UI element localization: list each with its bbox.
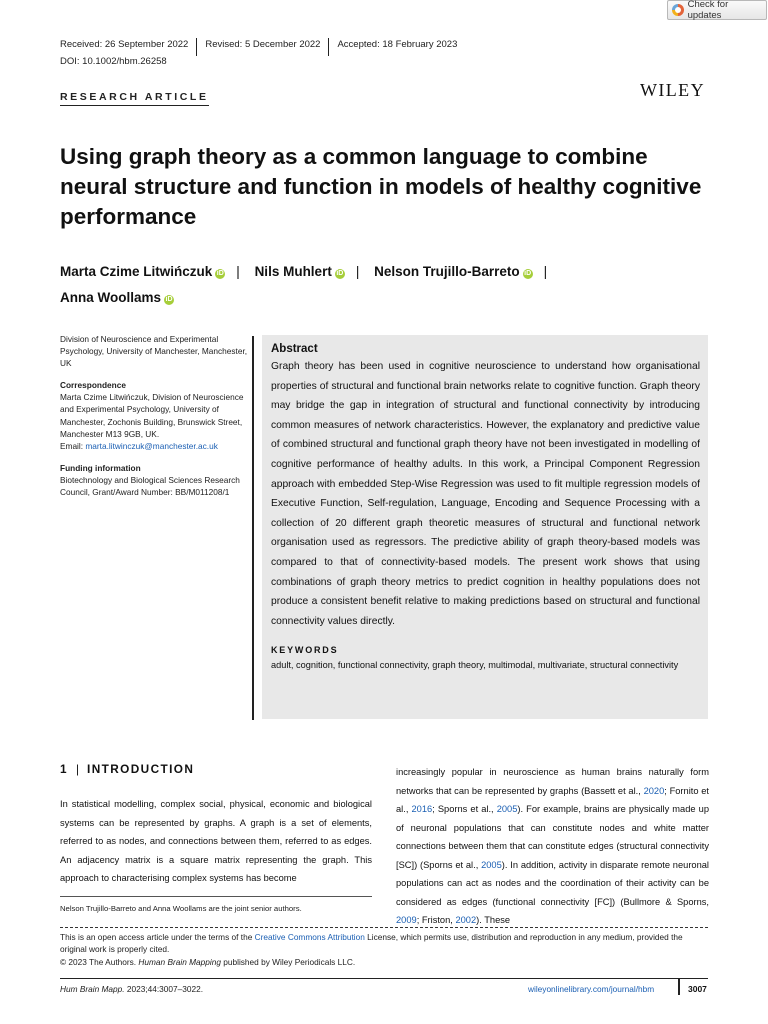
affiliation: Division of Neuroscience and Experimental Psychology, University of Manchester, Manchester, UK [60,334,248,369]
author-list [60,259,740,311]
author-separator: | [543,264,548,279]
article-dates [60,38,465,56]
orcid-icon[interactable]: iD [524,270,532,277]
author-separator: | [355,264,360,279]
author-name[interactable]: Marta Czime Litwińczuk [60,264,213,279]
section-title: INTRODUCTION [87,762,195,776]
keywords-heading: KEYWORDS [271,645,339,656]
author-name[interactable]: Nelson Trujillo-Barreto [374,264,520,279]
article-type: RESEARCH ARTICLE [60,91,209,106]
body-text: ; Sporns et al., [432,804,497,814]
body-text: ). In addition, activity in disparate remote neuronal populations can act as nodes and the coordination of their activity can be considered as edges (functional connectivity [FC]) (Bullmore & Sporns, [396,859,709,907]
abstract-box [262,335,708,719]
section-number: 1 [60,762,68,776]
correspondence-heading: Correspondence [60,380,126,391]
body-column-right [396,763,709,930]
check-for-updates-button[interactable] [667,0,767,20]
journal-abbreviation: Hum Brain Mapp. [60,984,125,994]
article-title: Using graph theory as a common language to combine neural structure and function in models of healthy cognitive performance [60,144,702,229]
body-text: increasingly popular in neuroscience as human brains naturally form networks that can be represented by graphs (Bassett et al., [396,767,709,796]
body-text: ). For example, brains are physically made up of neuronal populations that can constitute nodes and white matter connections between them that can constitute edges (structural connectivity [SC]) (Sporns et al., [396,804,709,870]
citation-link[interactable]: 2020 [643,785,665,796]
column-divider [252,336,254,720]
footnote-rule [60,896,372,897]
body-text: ; Fornito et al., [396,785,709,814]
publisher-logo: WILEY [640,80,705,100]
citation-link[interactable]: 2005 [481,859,502,870]
journal-name: Human Brain Mapping [138,956,221,967]
license-line: License, which permits use, distribution and reproduction in any medium, provided the original work is properly cited. [60,932,683,955]
crossmark-icon [672,4,684,16]
email-link[interactable]: marta.litwinczuk@manchester.ac.uk [85,440,218,451]
journal-url-link[interactable]: wileyonlinelibrary.com/journal/hbm [528,984,655,994]
citation-link[interactable]: 2016 [411,804,433,814]
page-number: 3007 [688,984,707,994]
footnote: Nelson Trujillo-Barreto and Anna Woollams are the joint senior authors. [60,904,302,913]
orcid-icon[interactable]: iD [336,270,344,277]
section-heading [60,762,194,776]
footer-rule [60,978,708,979]
citation-link[interactable]: 2002 [455,915,477,925]
license-line: This is an open access article under the terms of the [60,932,255,942]
section-separator: | [75,762,80,776]
license-text [60,931,708,968]
funding-heading: Funding information [60,462,141,473]
license-link[interactable]: Creative Commons Attribution [254,932,365,942]
revised-date: Revised: 5 December 2022 [197,38,329,56]
footer-divider [678,979,680,995]
abstract-heading: Abstract [271,343,318,355]
author-name[interactable]: Nils Muhlert [254,264,332,279]
body-column-left: In statistical modelling, complex social, physical, economic and biological systems can be represented by graphs. A graph is a set of elements, referred to as nodes, and connections between them, referred to as edges. An adjacency matrix is a square matrix representing the graph. This approach to characterising complex systems has become [60,799,372,883]
copyright-line: © 2023 The Authors. [60,956,139,967]
citation-link[interactable]: 2005 [496,804,518,814]
body-text: ). These [476,915,511,925]
doi: DOI: 10.1002/hbm.26258 [60,56,167,67]
accepted-date: Accepted: 18 February 2023 [337,39,458,50]
received-date: Received: 26 September 2022 [60,38,197,56]
citation-text: 2023;44:3007–3022. [124,984,203,994]
email-label: Email: [60,440,84,451]
body-text: ; Friston, [416,915,456,925]
author-name[interactable]: Anna Woollams [60,290,162,305]
check-for-updates-label: Check for updates [687,0,729,21]
orcid-icon[interactable]: iD [165,296,173,303]
citation-link[interactable]: 2009 [396,915,417,925]
author-info-column [60,333,250,498]
author-separator: | [236,264,240,279]
correspondence-address: Marta Czime Litwińczuk, Division of Neuroscience and Experimental Psychology, University of Manchester, Zochonis Building, Brunswick Street, Manchester M13 9GB, UK. [60,392,244,439]
license-divider [60,927,708,928]
abstract-text: Graph theory has been used in cognitive neuroscience to understand how organisational properties of structural and functional brain networks relate to cognitive function. Graph theory may bridge the gap in integration of structural and functional connectivity by introducing common measures of network characteristics. However, the explanatory and predictive value of combined structural and functional graph theory have not been investigated in modelling of cognitive performance of healthy adults. In this work, a Principal Component Regression approach with embedded Step-Wise Regression was used to fit multiple regression models of Executive Function, Self-regulation, Language, Encoding and Sequence Processing with a collection of 20 different graph theoretic measures of structural and functional network organisation used as regressors. The predictive ability of graph theory-based models was compared to that of connectivity-based models. The present work shows that using combinations of graph theory metrics to predict cognition in healthy populations does not produce a consistent benefit relative to making predictions based on structural and functional connectivity values directly. [271,361,700,627]
orcid-icon[interactable]: iD [216,270,224,277]
funding-text: Biotechnology and Biological Sciences Research Council, Grant/Award Number: BB/M011208/1 [60,474,240,498]
keywords-list: adult, cognition, functional connectivity, graph theory, multimodal, multivariate, structural connectivity [271,660,679,671]
copyright-line: published by Wiley Periodicals LLC. [220,956,356,967]
email-line [60,440,250,452]
footer-citation [60,984,203,994]
